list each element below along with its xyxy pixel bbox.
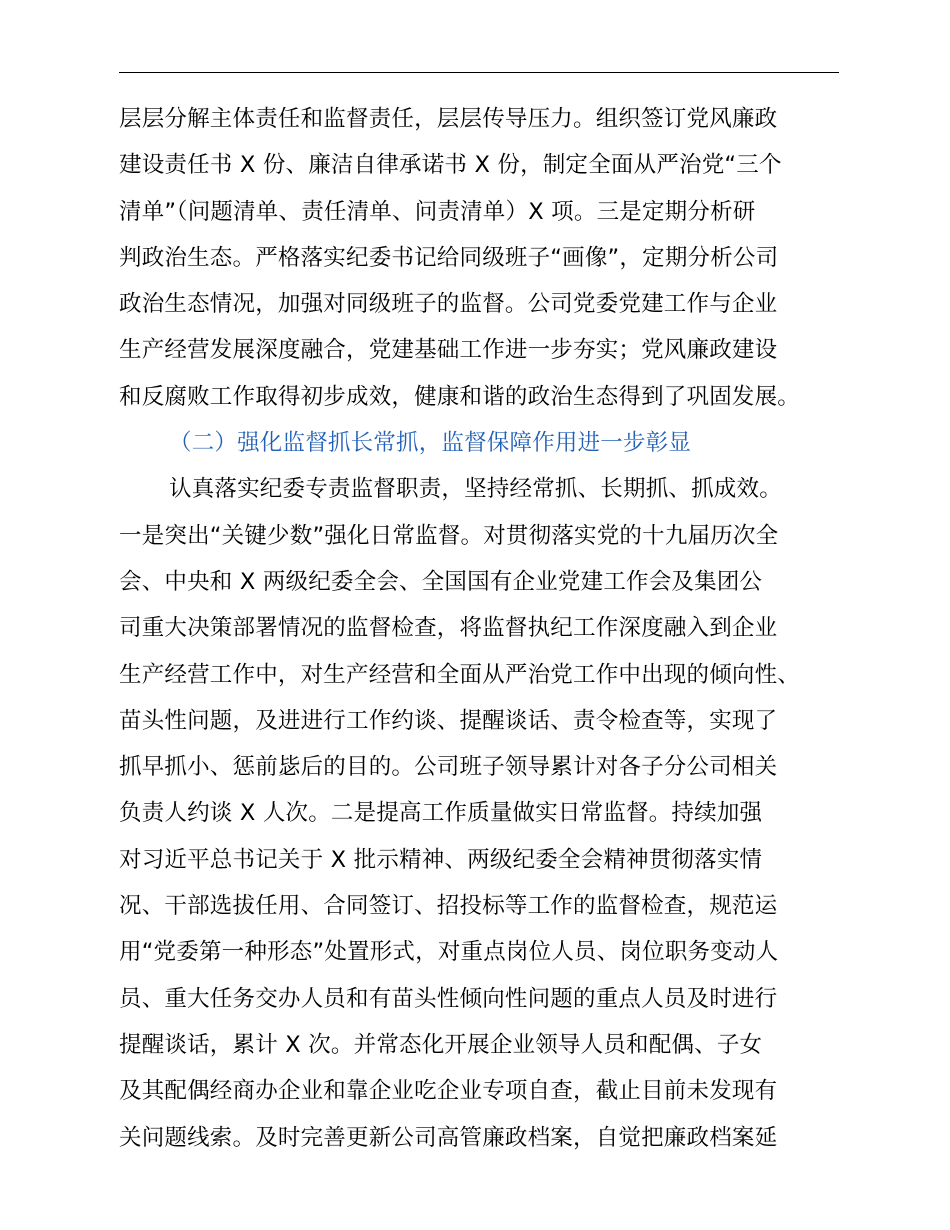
paragraph-line: 会、中央和 X 两级纪委全会、全国国有企业党建工作会及集团公 <box>119 568 763 595</box>
paragraph-line: 政治生态情况，加强对同级班子的监督。公司党委党建工作与企业 <box>119 291 778 318</box>
paragraph-line: 司重大决策部署情况的监督检查，将监督执纪工作深度融入到企业 <box>119 615 778 642</box>
paragraph-line: 清单”（问题清单、责任清单、问责清单）X 项。三是定期分析研 <box>119 198 756 225</box>
paragraph-line: 提醒谈话，累计 X 次。并常态化开展企业领导人员和配偶、子女 <box>119 1031 763 1058</box>
paragraph-line: 认真落实纪委专责监督职责，坚持经常抓、长期抓、抓成效。 <box>169 476 782 503</box>
paragraph-line: 苗头性问题，及进进行工作约谈、提醒谈话、责令检查等，实现了 <box>119 707 778 734</box>
paragraph-line: 层层分解主体责任和监督责任，层层传导压力。组织签订党风廉政 <box>119 106 778 132</box>
paragraph-line: 及其配偶经商办企业和靠企业吃企业专项自查，截止目前未发现有 <box>119 1078 778 1105</box>
paragraph-line: 和反腐败工作取得初步成效，健康和谐的政治生态得到了巩固发展。 <box>119 383 801 410</box>
header-rule <box>119 72 839 73</box>
section-heading: （二）强化监督抓长常抓，监督保障作用进一步彰显 <box>169 430 692 457</box>
paragraph-line: 关问题线索。及时完善更新公司高管廉政档案，自觉把廉政档案延 <box>119 1124 778 1151</box>
body-text <box>119 96 849 1161</box>
paragraph-line: 负责人约谈 X 人次。二是提高工作质量做实日常监督。持续加强 <box>119 800 763 827</box>
paragraph-line: 一是突出“关键少数”强化日常监督。对贯彻落实党的十九届历次全 <box>119 522 779 549</box>
paragraph-line: 抓早抓小、惩前毖后的目的。公司班子领导累计对各子分公司相关 <box>119 754 778 781</box>
paragraph-line: 员、重大任务交办人员和有苗头性倾向性问题的重点人员及时进行 <box>119 985 778 1012</box>
paragraph-line: 对习近平总书记关于 X 批示精神、两级纪委全会精神贯彻落实情 <box>119 846 763 873</box>
paragraph-line: 建设责任书 X 份、廉洁自律承诺书 X 份，制定全面从严治党“三个 <box>119 152 782 179</box>
paragraph-line: 用“党委第一种形态”处置形式，对重点岗位人员、岗位职务变动人 <box>119 939 779 966</box>
paragraph-line: 判政治生态。严格落实纪委书记给同级班子“画像”，定期分析公司 <box>119 244 779 271</box>
paragraph-line: 生产经营发展深度融合，党建基础工作进一步夯实；党风廉政建设 <box>119 337 778 364</box>
paragraph-line: 生产经营工作中，对生产经营和全面从严治党工作中出现的倾向性、 <box>119 661 801 688</box>
paragraph-line: 况、干部选拔任用、合同签订、招投标等工作的监督检查，规范运 <box>119 893 778 920</box>
